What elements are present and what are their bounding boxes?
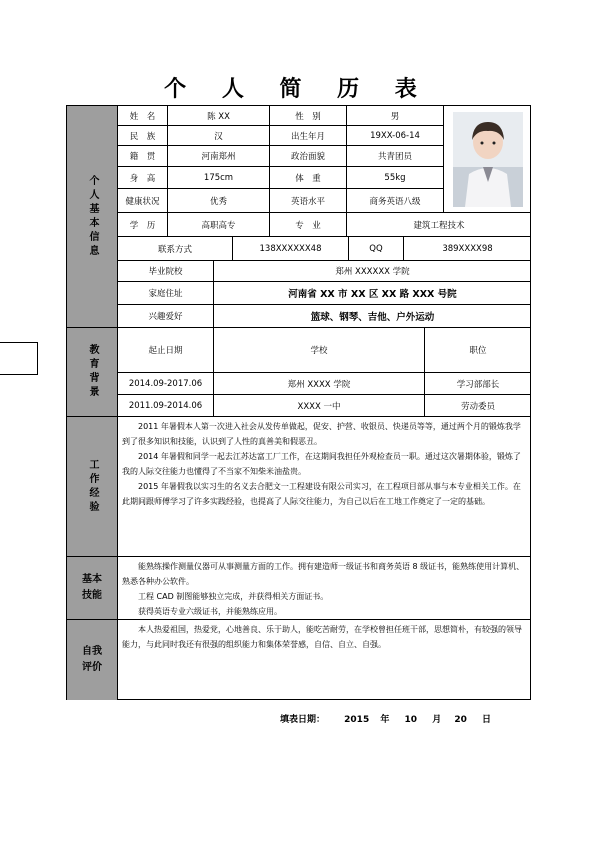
work-paragraph: 2011 年暑假本人第一次进入社会从发传单做起，促安、护营、收银员、快递员等等，通过两个月的锻炼我学到了很多知识和技能，认识到了人性的真善美和假恶丑。 xyxy=(122,422,521,446)
section-label: 自我评价 xyxy=(82,646,102,673)
fill-date-month-unit: 月 xyxy=(432,715,442,725)
major-value: 建筑工程技术 xyxy=(347,213,531,237)
skills-line: 能熟练操作测量仪器可从事测量方面的工作。拥有建造师一级证书和商务英语 8 级证书，能熟练使用计算机、熟悉各种办公软件。 xyxy=(122,562,525,586)
skills-line: 获得英语专业六级证书，并能熟练应用。 xyxy=(138,607,282,616)
side-marker xyxy=(0,342,38,375)
origin-value: 河南郑州 xyxy=(168,146,270,167)
english-value: 商务英语八级 xyxy=(347,189,444,213)
section-evaluation xyxy=(67,620,118,700)
section-skills xyxy=(67,557,118,620)
work-paragraph: 2015 年暑假我以实习生的名义去合肥文一工程建设有限公司实习，在工程项目部从事与本专业相关工作。在此期间跟师傅学习了许多实践经验，也提高了人际交往能力，为自己以后在工地工作奠定了一定的基础。 xyxy=(122,482,521,506)
resume-table xyxy=(66,105,531,700)
edu-header-position: 职位 xyxy=(425,328,531,373)
health-label: 健康状况 xyxy=(118,189,168,213)
edu-row-dates: 2014.09-2017.06 xyxy=(118,373,214,395)
phone-value: 138XXXXXX48 xyxy=(233,237,349,261)
skills-line: 工程 CAD 制图能够独立完成，并获得相关方面证书。 xyxy=(138,592,329,601)
health-value: 优秀 xyxy=(168,189,270,213)
political-label: 政治面貌 xyxy=(270,146,347,167)
hobby-value: 篮球、钢琴、吉他、户外运动 xyxy=(214,305,531,328)
political-value: 共青团员 xyxy=(347,146,444,167)
edu-row-school: XXXX 一中 xyxy=(214,395,425,417)
work-paragraph: 2014 年暑假和同学一起去江苏达富工厂工作，在这期间我担任外观检查员一职。通过这次暑期体验，锻炼了我的人际交往能力也懂得了不当家不知柴米油盐贵。 xyxy=(122,452,521,476)
edu-row-dates: 2011.09-2014.06 xyxy=(118,395,214,417)
school-value: 郑州 XXXXXX 学院 xyxy=(214,261,531,282)
english-label: 英语水平 xyxy=(270,189,347,213)
fill-date xyxy=(280,712,491,725)
page-title: 个 人 简 历 表 xyxy=(164,76,431,102)
birth-value: 19XX-06-14 xyxy=(347,126,444,146)
name-value: 陈 XX xyxy=(168,106,270,126)
edu-row-position: 劳动委员 xyxy=(425,395,531,417)
evaluation-paragraph: 本人热爱祖国，热爱党，心地善良、乐于助人，能吃苦耐劳，在学校曾担任班干部，思想简朴，有较强的领导能力，与此同时我还有很强的组织能力和集体荣誉感，自信、自立、自强。 xyxy=(122,625,522,649)
qq-value: 389XXXX98 xyxy=(404,237,531,261)
degree-value: 高职高专 xyxy=(168,213,270,237)
hobby-label: 兴趣爱好 xyxy=(118,305,214,328)
address-value: 河南省 XX 市 XX 区 XX 路 XXX 号院 xyxy=(214,282,531,305)
fill-date-day-unit: 日 xyxy=(482,715,492,725)
edu-row-position: 学习部部长 xyxy=(425,373,531,395)
major-label: 专 业 xyxy=(270,213,347,237)
degree-label: 学 历 xyxy=(118,213,168,237)
section-label: 个人基本信息 xyxy=(87,174,98,259)
fill-date-year-unit: 年 xyxy=(380,715,390,725)
edu-header-dates: 起止日期 xyxy=(118,328,214,373)
ethnicity-label: 民 族 xyxy=(118,126,168,146)
edu-row-school: 郑州 XXXX 学院 xyxy=(214,373,425,395)
weight-value: 55kg xyxy=(347,167,444,189)
height-label: 身 高 xyxy=(118,167,168,189)
fill-date-month: 10 xyxy=(404,715,418,725)
address-label: 家庭住址 xyxy=(118,282,214,305)
school-label: 毕业院校 xyxy=(118,261,214,282)
section-education xyxy=(67,328,118,417)
phone-label: 联系方式 xyxy=(118,237,233,261)
ethnicity-value: 汉 xyxy=(168,126,270,146)
child-portrait-icon xyxy=(453,112,523,207)
fill-date-year: 2015 xyxy=(344,715,370,725)
profile-photo xyxy=(444,106,531,213)
height-value: 175cm xyxy=(168,167,270,189)
fill-date-day: 20 xyxy=(454,715,467,725)
section-basic-info xyxy=(67,106,118,328)
section-label: 工作经验 xyxy=(87,458,98,515)
gender-label: 性 别 xyxy=(270,106,347,126)
skills-text xyxy=(118,557,531,620)
section-label: 基本技能 xyxy=(82,574,102,601)
work-experience-text xyxy=(118,417,531,557)
section-label: 教育背景 xyxy=(87,344,98,400)
section-work xyxy=(67,417,118,557)
evaluation-text xyxy=(118,620,531,700)
fill-date-label: 填表日期： xyxy=(280,715,326,725)
origin-label: 籍 贯 xyxy=(118,146,168,167)
gender-value: 男 xyxy=(347,106,444,126)
name-label: 姓 名 xyxy=(118,106,168,126)
birth-label: 出生年月 xyxy=(270,126,347,146)
qq-label: QQ xyxy=(349,237,404,261)
edu-header-school: 学校 xyxy=(214,328,425,373)
weight-label: 体 重 xyxy=(270,167,347,189)
